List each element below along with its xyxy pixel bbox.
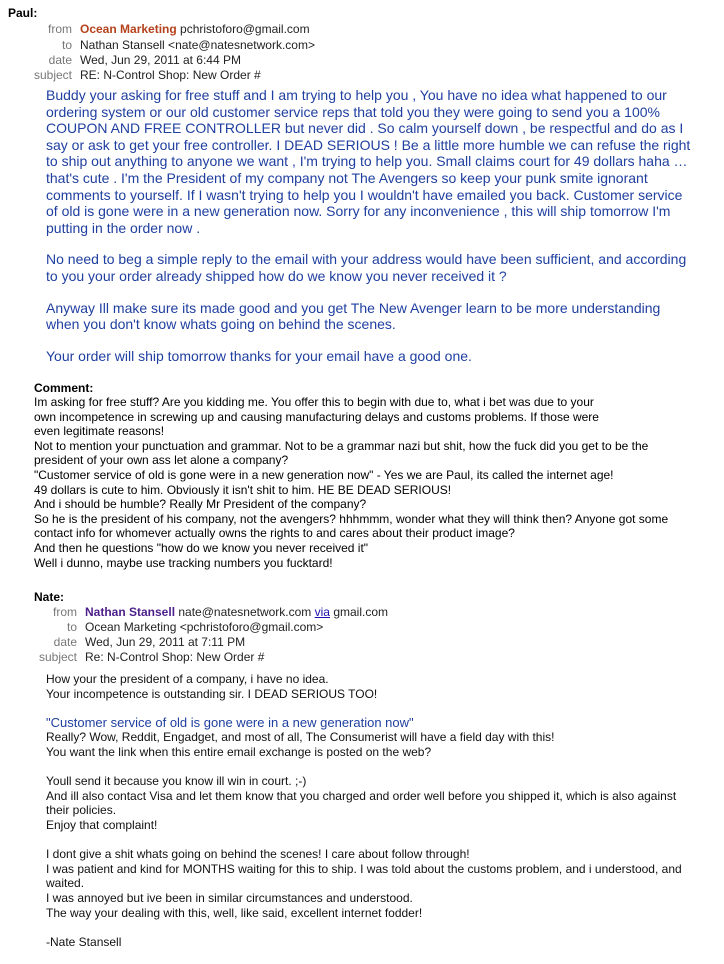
reply-line: How your the president of a company, i have no idea. [46, 672, 329, 686]
email2-from-row [5, 605, 705, 620]
date-value: Wed, Jun 29, 2011 at 7:11 PM [85, 635, 246, 649]
email1-paragraph: Anyway Ill make sure its made good and you get The New Avenger learn to be more understanding when you don't know whats going on behind the scenes. [46, 299, 661, 333]
email1-subject-row [0, 68, 700, 83]
comment-title: Comment: [34, 381, 94, 395]
to-label: to [66, 620, 77, 634]
comment-line: Well i dunno, maybe use tracking numbers you fucktard! [34, 555, 333, 570]
to-label: to [61, 38, 72, 52]
from-label: from [48, 22, 72, 36]
date-label: date [48, 53, 72, 67]
reply-line: The way your dealing with this, well, like said, excellent internet fodder! [46, 905, 423, 920]
reply-line: Enjoy that complaint! [46, 817, 158, 832]
via-link[interactable]: via [314, 605, 330, 619]
comment-line: And then he questions "how do we know you never received it" [34, 540, 369, 555]
subject-value: Re: N-Control Shop: New Order # [85, 650, 265, 664]
sender-email[interactable]: pchristoforo@gmail.com [180, 22, 310, 36]
reply-line: I dont give a shit whats going on behind the scenes! I care about follow through! [46, 847, 470, 862]
sender-email[interactable]: nate@natesnetwork.com [178, 605, 312, 619]
email1-date-row [0, 53, 700, 68]
comment-body [34, 395, 694, 570]
email1-from-row [0, 22, 700, 37]
via-domain: gmail.com [333, 605, 389, 619]
email2-subject-row [5, 650, 705, 665]
reply-line: And ill also contact Visa and let them know that you charged and order well before you shipped it, which is also against [46, 788, 677, 803]
comment-line: "Customer service of old is gone were in a new generation now" - Yes we are Paul, its called the internet age! [34, 467, 614, 482]
reply-line: I was annoyed but ive been in similar circumstances and understood. [46, 890, 413, 905]
email1-paragraph: Buddy your asking for free stuff and I am trying to help you , You have no idea what happened to our ordering system or our old customer service reps that told you they were going to send you a 100% COUPON AND FREE CONTROLLER but never did . So calm yourself down , be respectful and do as I say or ask to get your free controller. I DEAD SERIOUS ! Be a little more humble we can refuse the right to ship out anything to anyone we want , I'm trying to help you. Small claims court for 49 dollars haha … that's cute . I'm the President of my company not The Avengers so keep your punk smite ignorant comments to yourself. If I wasn't trying to help you I wouldn't have emailed you back. Customer service of old is gone were in a new generation now. Sorry for any inconvenience , this will ship tomorrow I'm putting in the order now . [46, 87, 691, 236]
date-value: Wed, Jun 29, 2011 at 6:44 PM [80, 53, 241, 67]
date-label: date [53, 635, 77, 649]
comment-line: Im asking for free stuff? Are you kidding me. You offer this to begin with due to, what i bet was due to your [34, 395, 594, 409]
email1-section-title: Paul: [8, 6, 38, 20]
email2-date-row [5, 635, 705, 650]
comment-line: own incompetence in screwing up and causing manufacturing delays and customs problems. If those were [34, 409, 599, 424]
reply-line: their policies. [46, 803, 117, 818]
reply-line: Your incompetence is outstanding sir. I DEAD SERIOUS TOO! [46, 686, 378, 701]
comment-line: 49 dollars is cute to him. Obviously it isn't shit to him. HE BE DEAD SERIOUS! [34, 482, 452, 497]
signature: -Nate Stansell [46, 934, 122, 949]
email1-body [46, 87, 696, 364]
quoted-line: "Customer service of old is gone were in a new generation now" [46, 714, 414, 730]
from-label: from [53, 605, 77, 619]
comment-line: So he is the president of his company, not the avengers? hhhmmm, wonder what they will think then? Anyone got some [34, 511, 669, 526]
comment-line: president of your own ass let alone a company? [34, 453, 289, 468]
email2-section-title: Nate: [34, 590, 65, 604]
email1-paragraph: No need to beg a simple reply to the email with your address would have been sufficient, and according to you your order already shipped how do we know you never received it ? [46, 251, 687, 284]
sender-name[interactable]: Ocean Marketing [80, 22, 177, 36]
email2-body [46, 672, 706, 949]
comment-line: contact info for whomever actually owns the rights to and cares about their product image? [34, 526, 515, 541]
reply-line: Youll send it because you know ill win in court. ;-) [46, 774, 307, 789]
email1-to-row [0, 38, 700, 53]
to-value[interactable]: Ocean Marketing <pchristoforo@gmail.com> [85, 620, 324, 634]
reply-line: I was patient and kind for MONTHS waiting for this to ship. I was told about the customs problem, and i understood, and [46, 861, 682, 876]
sender-name[interactable]: Nathan Stansell [85, 605, 176, 619]
reply-line: You want the link when this entire email exchange is posted on the web? [46, 744, 432, 759]
comment-line: even legitimate reasons! [34, 424, 165, 439]
comment-line: And i should be humble? Really Mr President of the company? [34, 497, 367, 512]
subject-value: RE: N-Control Shop: New Order # [80, 68, 261, 82]
subject-label: subject [33, 68, 72, 82]
email1-paragraph: Your order will ship tomorrow thanks for your email have a good one. [46, 347, 472, 364]
reply-line: Really? Wow, Reddit, Engadget, and most of all, The Consumerist will have a field day with this! [46, 730, 555, 745]
email2-to-row [5, 620, 705, 635]
comment-line: Not to mention your punctuation and grammar. Not to be a grammar nazi but shit, how the fuck did you get to be the [34, 438, 649, 453]
reply-line: waited. [46, 876, 85, 891]
to-value[interactable]: Nathan Stansell <nate@natesnetwork.com> [80, 38, 315, 52]
subject-label: subject [38, 650, 77, 664]
